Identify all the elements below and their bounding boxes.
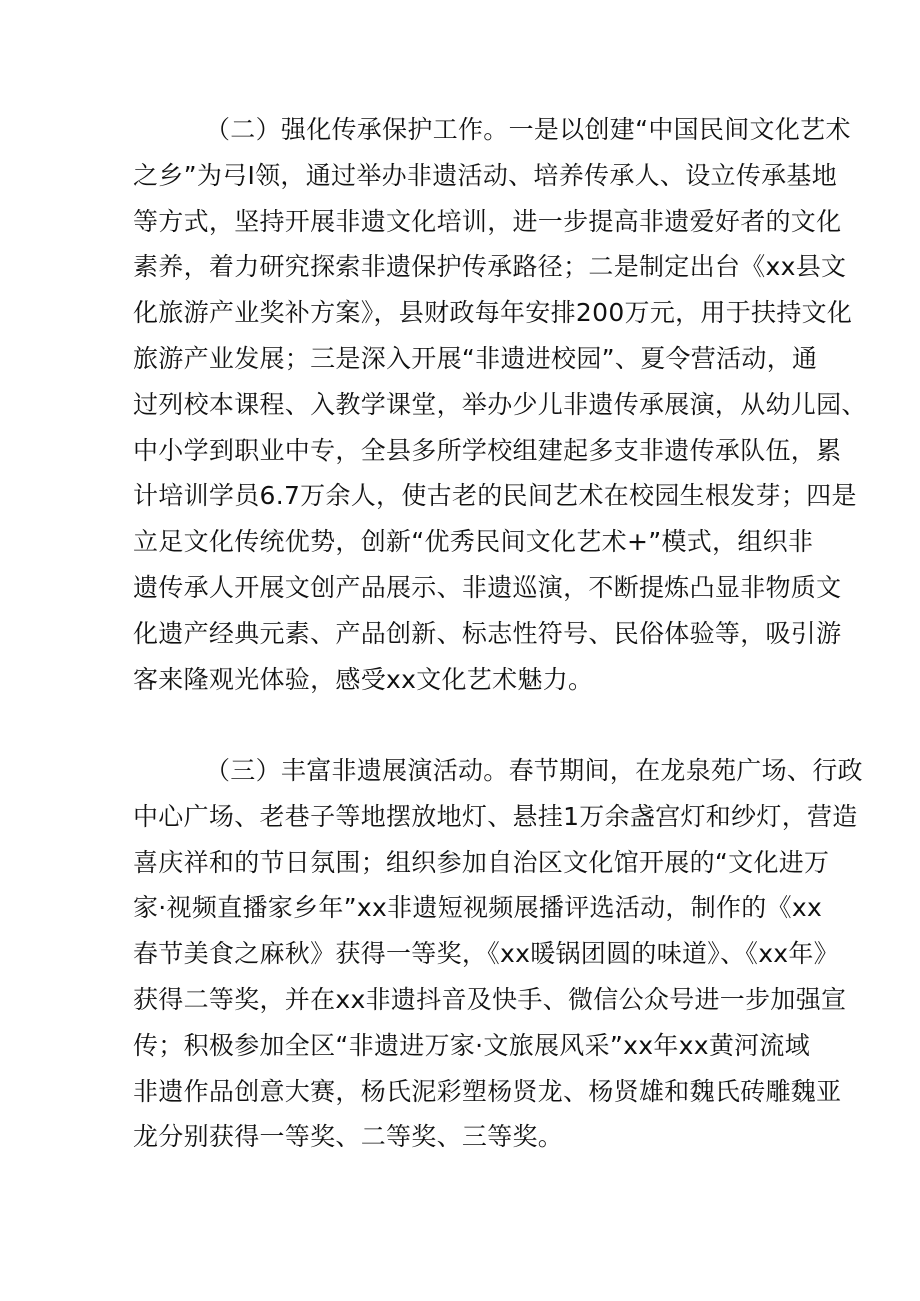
text-line: 素养，着力研究探索非遗保护传承路径；二是制定出台《xx县文 <box>133 252 847 282</box>
text-line: 获得二等奖，并在xx非遗抖音及快手、微信公众号进一步加强宣 <box>133 984 847 1014</box>
text-line: 过列校本课程、入教学课堂，举办少儿非遗传承展演，从幼儿园、 <box>133 389 867 419</box>
text-line: 中心广场、老巷子等地摆放地灯、悬挂1万余盏宫灯和纱灯，营造 <box>133 801 858 831</box>
text-line: 非遗作品创意大赛，杨氏泥彩塑杨贤龙、杨贤雄和魏氏砖雕魏亚 <box>133 1076 842 1106</box>
text-line: 计培训学员6.7万余人，使古老的民间艺术在校园生根发芽；四是 <box>133 481 857 511</box>
text-line: 立足文化传统优势，创新“优秀民间文化艺术+”模式，组织非 <box>133 527 814 557</box>
text-line: （二）强化传承保护工作。一是以创建“中国民间文化艺术 <box>205 115 851 144</box>
text-line: 中小学到职业中专，全县多所学校组建起多支非遗传承队伍，累 <box>133 435 842 465</box>
text-line: 化旅游产业奖补方案》，县财政每年安排200万元，用于扶持文化 <box>133 298 853 328</box>
paragraph-enrich-performances <box>133 748 863 1160</box>
text-line: 喜庆祥和的节日氛围；组织参加自治区文化馆开展的“文化进万 <box>133 847 830 877</box>
text-line: 传；积极参加全区“非遗进万家·文旅展风采”xx年xx黄河流域 <box>133 1030 811 1060</box>
text-line: 龙分别获得一等奖、二等奖、三等奖。 <box>133 1122 564 1152</box>
text-line: 之乡”为弓I领，通过举办非遗活动、培养传承人、设立传承基地 <box>133 160 838 190</box>
text-line: 旅游产业发展；三是深入开展“非遗进校园”、夏令营活动，通 <box>133 343 818 373</box>
text-line: 春节美食之麻秋》获得一等奖，《xx暖锅团圆的味道》、《xx年》 <box>133 939 839 969</box>
text-line: 家·视频直播家乡年”xx非遗短视频展播评选活动，制作的《xx <box>133 893 823 923</box>
paragraph-strengthen-inheritance <box>133 107 867 702</box>
text-line: 等方式，坚持开展非遗文化培训，进一步提高非遗爱好者的文化 <box>133 206 842 236</box>
text-line: 化遗产经典元素、产品创新、标志性符号、民俗体验等，吸引游 <box>133 618 842 648</box>
text-line: 遗传承人开展文创产品展示、非遗巡演，不断提炼凸显非物质文 <box>133 572 842 602</box>
text-line: 客来隆观光体验，感受xx文化艺术魅力。 <box>133 664 594 694</box>
text-line: （三）丰富非遗展演活动。春节期间，在龙泉苑广场、行政 <box>205 756 863 785</box>
